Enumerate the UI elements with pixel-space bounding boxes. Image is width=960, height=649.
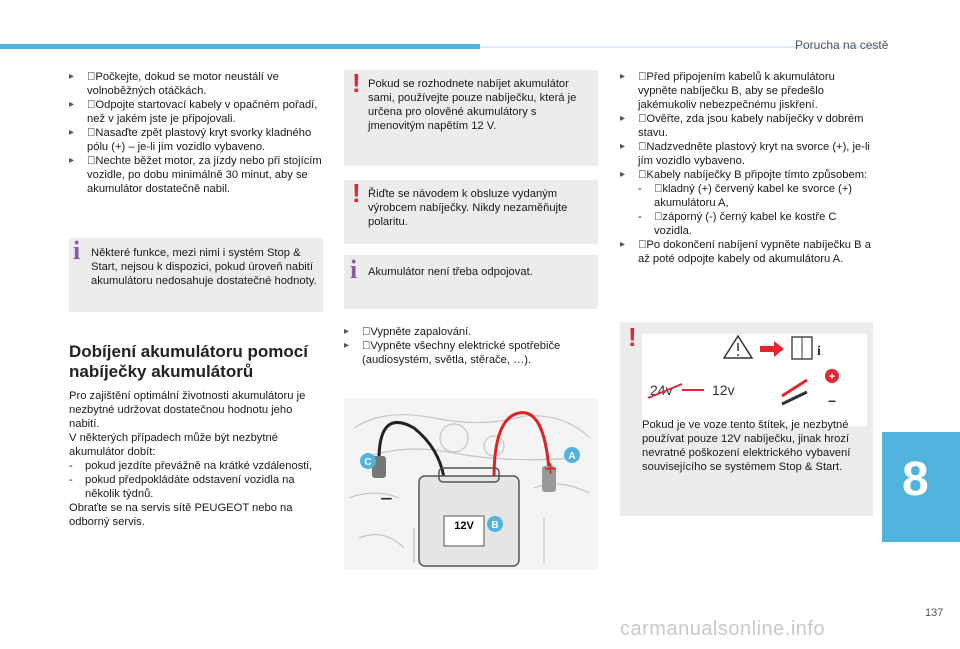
charger-voltage-label: 12V — [454, 520, 474, 532]
list-item: - záporný (-) černý kabel ke kostře C vozidla. — [638, 211, 837, 237]
label-b: B — [491, 520, 499, 531]
warning-icon: ! — [352, 68, 361, 98]
list-item: - pokud předpokládáte odstavení vozidla na několik týdnů. — [69, 474, 295, 500]
list-item: ▸ Odpojte startovací kabely v opačném pořadí, než v jakém jste je připojovali. — [69, 99, 318, 125]
warning-box: ! Pokud se rozhodnete nabíjet akumulátor sami, používejte pouze nabíječku, která je určena pro olověné akumulátory s jmenovitým napětím 12 V. — [344, 70, 598, 166]
book-info-icon: i — [817, 344, 821, 359]
list-item: ▸ Počkejte, dokud se motor neustálí ve volnoběžných otáčkách. — [69, 71, 279, 97]
charger-illustration — [344, 398, 598, 570]
label-a: A — [568, 451, 576, 462]
info-box: i Některé funkce, mezi nimi i systém Stop & Start, nejsou k dispozici, pokud úroveň nabití akumulátoru nedosahuje dostatečné hodnoty. — [69, 238, 323, 312]
stop-start-label-graphic — [642, 334, 867, 426]
list-item: ▸ Nadzvedněte plastový kryt na svorce (+), je-li jím vozidlo vybaveno. — [620, 141, 870, 167]
svg-text:+: + — [828, 371, 836, 383]
warning-icon: ! — [628, 322, 637, 352]
bullet-marker-icon: ▸ — [620, 113, 626, 124]
bullet-marker-icon: ▸ — [344, 340, 350, 351]
minus-sign: − — [380, 486, 393, 511]
warning-icon: ! — [352, 178, 361, 208]
bullet-marker-icon: ▸ — [69, 99, 75, 110]
bullet-marker-icon: ▸ — [620, 239, 626, 250]
bullet-marker-icon: ▸ — [69, 127, 75, 138]
info-icon: i — [350, 255, 358, 284]
col3-bullets — [620, 70, 876, 266]
warning-box: ! i 24v 12v + − Pokud je ve voze tento štítek, je nezbytné používat pouze 12V nabíječku, jinak hrozí nevratné poškození elektrického vybavení souvisejícího se systémem Stop & Start. — [620, 322, 873, 516]
list-item: ▸ Před připojením kabelů k akumulátoru vypněte nabíječku B, aby se předešlo jakémukoliv nebezpečnému jiskření. — [620, 71, 835, 111]
list-item: ▸ Kabely nabíječky B připojte tímto způsobem: - kladný (+) červený kabel ke svorce (+) akumulátoru A, - záporný (-) černý kabel ke kostře C vozidla. — [620, 168, 876, 238]
minus-terminal-icon: − — [827, 393, 837, 409]
plus-sign: + — [544, 456, 557, 481]
list-item: ▸ Vypněte všechny elektrické spotřebiče (audiosystém, světla, stěrače, …). — [344, 340, 561, 366]
bullet-marker-icon: ▸ — [344, 326, 350, 337]
list-item: ▸ Ověřte, zda jsou kabely nabíječky v dobrém stavu. — [620, 113, 864, 139]
chapter-number: 8 — [902, 453, 929, 506]
page-number: 137 — [925, 607, 944, 619]
list-item: - kladný (+) červený kabel ke svorce (+) akumulátoru A, — [638, 183, 853, 209]
label-c: C — [364, 457, 372, 468]
paragraph: Pro zajištění optimální životnosti akumulátoru je nezbytné udržovat dostatečnou hodnotu jeho nabití. — [69, 390, 306, 430]
bullet-marker-icon: ▸ — [69, 71, 75, 82]
bullet-marker-icon: ▸ — [620, 141, 626, 152]
paragraph: Obraťte se na servis sítě PEUGEOT nebo na odborný servis. — [69, 502, 293, 528]
col1-body — [69, 389, 325, 529]
bullet-marker-icon: ▸ — [620, 169, 626, 180]
info-box: i Akumulátor není třeba odpojovat. — [344, 255, 598, 309]
list-item: ▸ Po dokončení nabíjení vypněte nabíječku B a až poté odpojte kabely od akumulátoru A. — [620, 239, 871, 265]
info-icon: i — [73, 236, 81, 265]
section-title: Porucha na cestě — [795, 38, 889, 52]
header-accent-bar — [0, 44, 480, 49]
warning-box: ! Řiďte se návodem k obsluze vydaným výrobcem nabíječky. Nikdy nezaměňujte polaritu. — [344, 180, 598, 244]
section-heading: Dobíjení akumulátoru pomocí nabíječky akumulátorů — [69, 342, 308, 381]
bullet-marker-icon: ▸ — [620, 71, 626, 82]
list-item: ▸ Nechte běžet motor, za jízdy nebo při stojícím vozidle, po dobu minimálně 30 minut, aby se akumulátor dostatečně nabil. — [69, 155, 322, 195]
list-item: ▸ Vypněte zapalování. — [344, 326, 472, 338]
col2-bullets — [344, 325, 600, 367]
watermark: carmanualsonline.info — [620, 618, 826, 640]
list-item: ▸ Nasaďte zpět plastový kryt svorky kladného pólu (+) – je-li jím vozidlo vybaveno. — [69, 127, 312, 153]
voltage-24v: 24v — [650, 382, 673, 398]
voltage-12v: 12v — [712, 382, 735, 398]
col1-bullets — [69, 70, 323, 196]
paragraph: V některých případech může být nezbytné akumulátor dobít: — [69, 432, 278, 458]
bullet-marker-icon: ▸ — [69, 155, 75, 166]
list-item: - pokud jezdíte převážně na krátké vzdálenosti, — [69, 460, 312, 472]
